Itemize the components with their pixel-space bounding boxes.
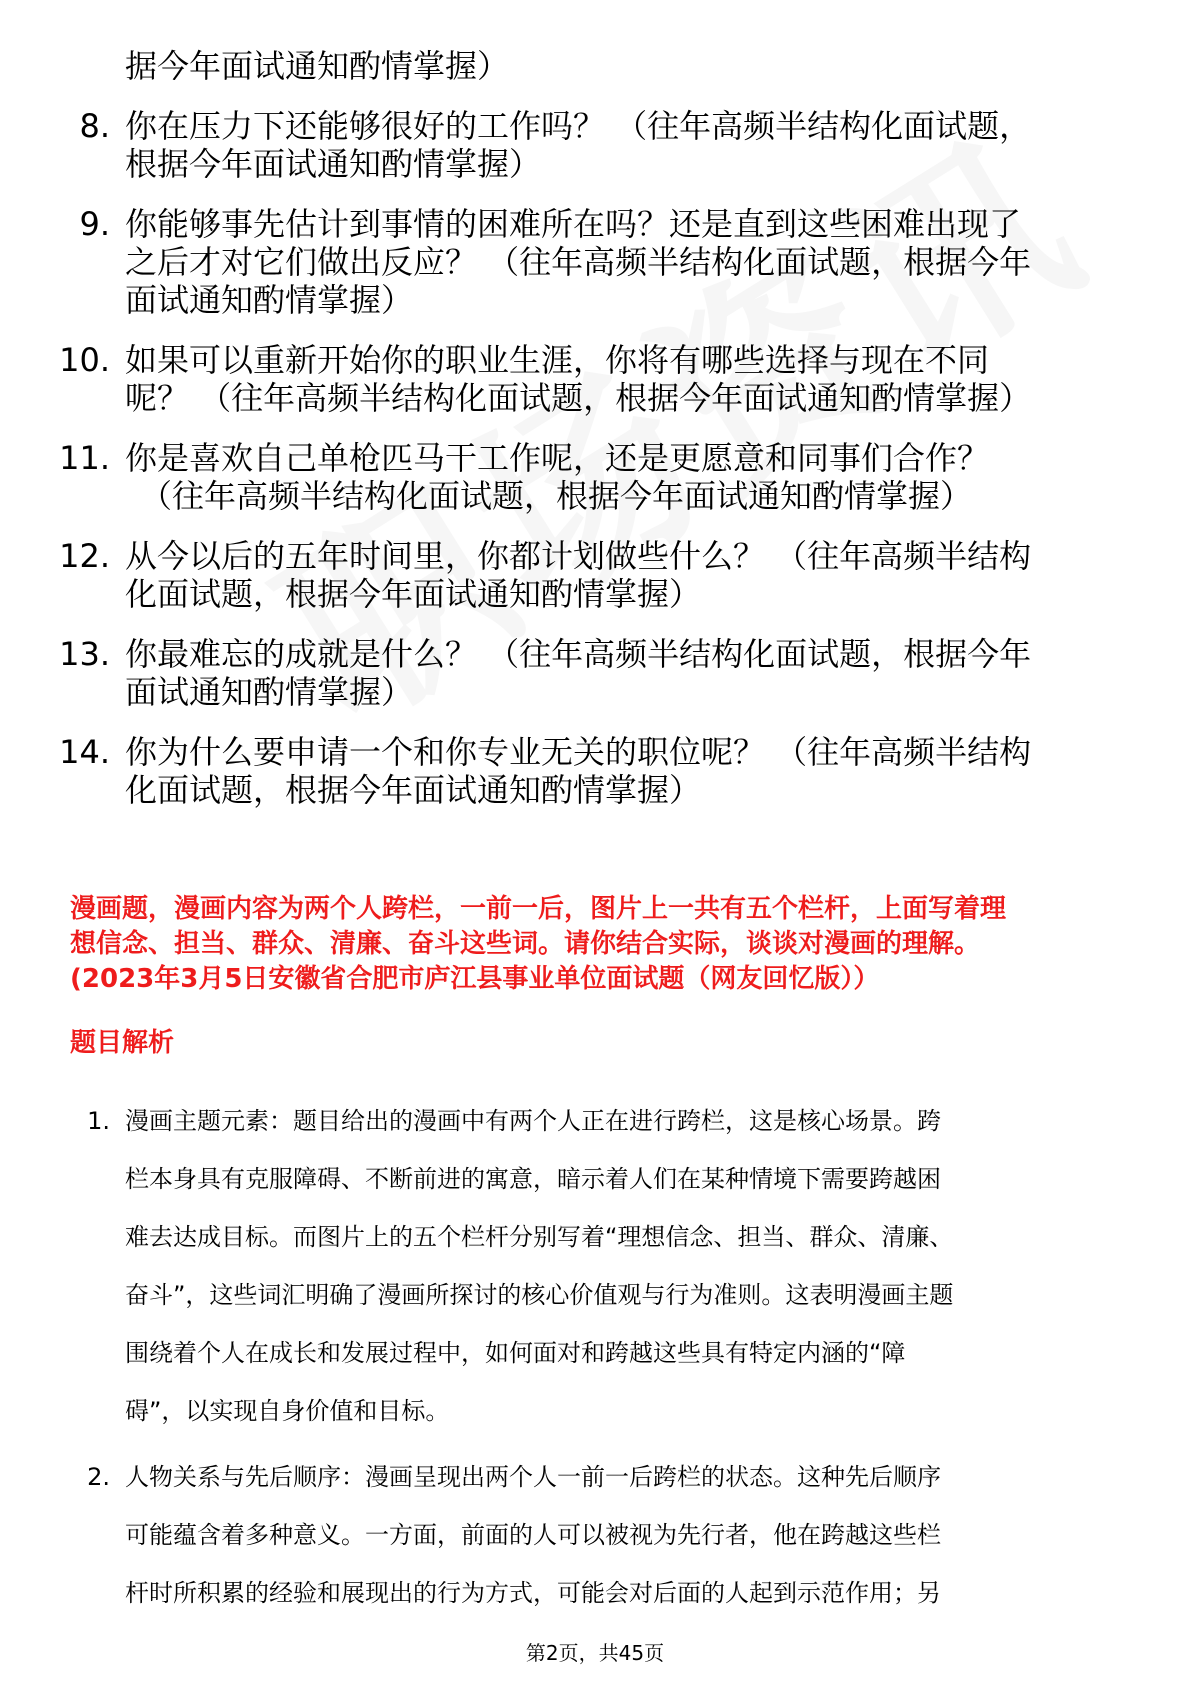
question-text: （往年高频半结构化面试题，根据今年面试通知酌情掌握） xyxy=(140,477,973,515)
analysis-text: 围绕着个人在成长和发展过程中，如何面对和跨越这些具有特定内涵的“障 xyxy=(125,1339,906,1367)
question-number: 11. xyxy=(59,439,110,477)
question-number: 10. xyxy=(59,341,110,379)
question-number: 14. xyxy=(59,733,110,771)
analysis-title: 题目解析 xyxy=(70,1028,175,1058)
analysis-text: 漫画主题元素：题目给出的漫画中有两个人正在进行跨栏，这是核心场景。跨 xyxy=(125,1107,941,1135)
analysis-text: 碍”，以实现自身价值和目标。 xyxy=(125,1397,450,1425)
question-text: 呢？ （往年高频半结构化面试题，根据今年面试通知酌情掌握） xyxy=(125,379,1032,417)
question-text: 化面试题，根据今年面试通知酌情掌握） xyxy=(125,575,702,613)
analysis-text: 难去达成目标。而图片上的五个栏杆分别写着“理想信念、担当、群众、清廉、 xyxy=(125,1223,954,1251)
page-footer: 第2页，共45页 xyxy=(525,1641,665,1665)
analysis-text: 杆时所积累的经验和展现出的行为方式，可能会对后面的人起到示范作用；另 xyxy=(125,1579,941,1607)
question-text: 你在压力下还能够很好的工作吗？ （往年高频半结构化面试题， xyxy=(125,107,1032,145)
question-text: 如果可以重新开始你的职业生涯，你将有哪些选择与现在不同 xyxy=(125,341,990,379)
analysis-number: 2. xyxy=(87,1463,110,1491)
analysis-text: 可能蕴含着多种意义。一方面，前面的人可以被视为先行者，他在跨越这些栏 xyxy=(125,1521,941,1549)
question-number: 8. xyxy=(79,107,110,145)
analysis-number: 1. xyxy=(87,1107,110,1135)
question-continuation: 据今年面试通知酌情掌握） xyxy=(125,47,510,85)
question-text: 你是喜欢自己单枪匹马干工作呢，还是更愿意和同事们合作？ xyxy=(125,439,990,477)
question-text: 化面试题，根据今年面试通知酌情掌握） xyxy=(125,771,702,809)
question-text: 你为什么要申请一个和你专业无关的职位呢？ （往年高频半结构 xyxy=(125,733,1032,771)
topic-block xyxy=(70,892,1130,997)
analysis-text: 人物关系与先后顺序：漫画呈现出两个人一前一后跨栏的状态。这种先后顺序 xyxy=(125,1463,941,1491)
analysis-text: 奋斗”，这些词汇明确了漫画所探讨的核心价值观与行为准则。这表明漫画主题 xyxy=(125,1281,954,1309)
analysis-text: 栏本身具有克服障碍、不断前进的寓意，暗示着人们在某种情境下需要跨越困 xyxy=(125,1165,941,1193)
question-number: 13. xyxy=(59,635,110,673)
question-text: 根据今年面试通知酌情掌握） xyxy=(125,145,542,183)
question-text: 面试通知酌情掌握） xyxy=(125,673,414,711)
question-number: 9. xyxy=(79,205,110,243)
question-text: 从今以后的五年时间里，你都计划做些什么？ （往年高频半结构 xyxy=(125,537,1032,575)
question-text: 面试通知酌情掌握） xyxy=(125,281,414,319)
question-number: 12. xyxy=(59,537,110,575)
question-text: 你能够事先估计到事情的困难所在吗？还是直到这些困难出现了 xyxy=(125,205,1022,243)
topic-line: 想信念、担当、群众、清廉、奋斗这些词。请你结合实际，谈谈对漫画的理解。 xyxy=(70,929,981,959)
topic-line: 漫画题，漫画内容为两个人跨栏，一前一后，图片上一共有五个栏杆，上面写着理 xyxy=(70,894,1007,924)
question-text: 之后才对它们做出反应？ （往年高频半结构化面试题，根据今年 xyxy=(125,243,1032,281)
topic-line: (2023年3月5日安徽省合肥市庐江县事业单位面试题（网友回忆版）） xyxy=(70,964,880,994)
question-text: 你最难忘的成就是什么？ （往年高频半结构化面试题，根据今年 xyxy=(125,635,1032,673)
